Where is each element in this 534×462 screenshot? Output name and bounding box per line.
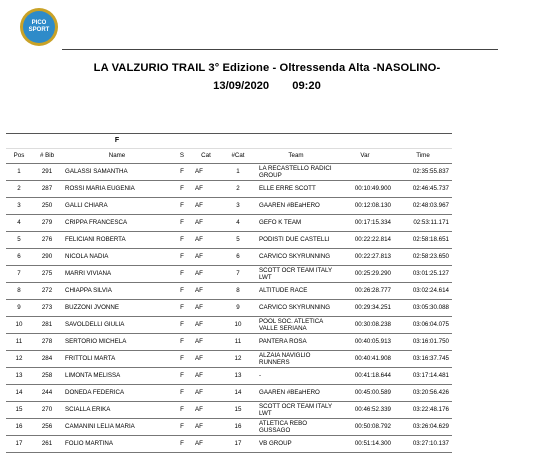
cell-var: 00:45:00.589	[336, 385, 394, 402]
cell-sex: F	[172, 351, 192, 368]
cell-time: 03:01:25.127	[394, 266, 452, 283]
header-divider	[62, 49, 498, 50]
cell-bib: 275	[32, 266, 62, 283]
cell-name: FELICIANI ROBERTA	[62, 232, 172, 249]
cell-bib: 278	[32, 334, 62, 351]
cell-pos: 1	[6, 164, 32, 181]
cell-var: 00:46:52.339	[336, 402, 394, 419]
logo-line-2: SPORT	[28, 27, 50, 33]
cell-cat: AF	[192, 334, 220, 351]
cell-cat-rank: 16	[220, 419, 256, 436]
cell-sex: F	[172, 181, 192, 198]
group-label: F	[62, 134, 172, 149]
cell-var: 00:40:05.913	[336, 334, 394, 351]
cell-name: LIMONTA MELISSA	[62, 368, 172, 385]
cell-var	[336, 164, 394, 181]
cell-cat: AF	[192, 402, 220, 419]
event-title: LA VALZURIO TRAIL 3° Edizione - Oltressenda Alta -NASOLINO-	[93, 62, 441, 74]
cell-bib: 261	[32, 436, 62, 453]
cell-var: 00:50:08.792	[336, 419, 394, 436]
cell-pos: 12	[6, 351, 32, 368]
cell-cat: AF	[192, 164, 220, 181]
cell-sex: F	[172, 266, 192, 283]
cell-name: CRIPPA FRANCESCA	[62, 215, 172, 232]
cell-cat: AF	[192, 283, 220, 300]
cell-var: 00:10:49.900	[336, 181, 394, 198]
table-row	[6, 164, 452, 181]
cell-team: VB GROUP	[256, 436, 336, 453]
cell-time: 03:16:37.745	[394, 351, 452, 368]
pico-sport-logo	[20, 8, 58, 46]
cell-cat-rank: 10	[220, 317, 256, 334]
cell-cat-rank: 12	[220, 351, 256, 368]
cell-cat-rank: 15	[220, 402, 256, 419]
table-row	[6, 317, 452, 334]
cell-cat-rank: 8	[220, 283, 256, 300]
cell-time: 02:58:18.651	[394, 232, 452, 249]
cell-cat: AF	[192, 351, 220, 368]
cell-cat: AF	[192, 181, 220, 198]
cell-pos: 10	[6, 317, 32, 334]
col-header-cat-rank: #Cat	[220, 149, 256, 164]
cell-time: 03:06:04.075	[394, 317, 452, 334]
cell-team: LA RECASTELLO RADICI GROUP	[256, 164, 336, 181]
cell-var: 00:12:08.130	[336, 198, 394, 215]
table-row	[6, 249, 452, 266]
cell-cat-rank: 7	[220, 266, 256, 283]
cell-team: SCOTT OCR TEAM ITALY LWT	[256, 266, 336, 283]
cell-var: 00:26:28.777	[336, 283, 394, 300]
cell-bib: 272	[32, 283, 62, 300]
results-table	[6, 133, 452, 453]
cell-bib: 287	[32, 181, 62, 198]
cell-cat: AF	[192, 300, 220, 317]
cell-cat-rank: 9	[220, 300, 256, 317]
cell-cat: AF	[192, 419, 220, 436]
cell-cat: AF	[192, 232, 220, 249]
cell-bib: 279	[32, 215, 62, 232]
cell-bib: 270	[32, 402, 62, 419]
cell-bib: 291	[32, 164, 62, 181]
cell-name: NICOLA NADIA	[62, 249, 172, 266]
cell-team: ELLE ERRE SCOTT	[256, 181, 336, 198]
cell-cat: AF	[192, 385, 220, 402]
cell-name: CAMANINI LELIA MARIA	[62, 419, 172, 436]
cell-sex: F	[172, 249, 192, 266]
cell-bib: 244	[32, 385, 62, 402]
col-header-var: Var	[336, 149, 394, 164]
cell-var: 00:29:34.251	[336, 300, 394, 317]
cell-var: 00:22:22.814	[336, 232, 394, 249]
table-row	[6, 368, 452, 385]
cell-time: 02:48:03.967	[394, 198, 452, 215]
column-header-row	[6, 149, 452, 164]
cell-name: MARRI VIVIANA	[62, 266, 172, 283]
cell-pos: 9	[6, 300, 32, 317]
cell-time: 03:27:10.137	[394, 436, 452, 453]
cell-cat: AF	[192, 266, 220, 283]
cell-time: 03:16:01.750	[394, 334, 452, 351]
table-row	[6, 300, 452, 317]
event-datetime	[0, 80, 534, 92]
cell-pos: 8	[6, 283, 32, 300]
cell-name: BUZZONI JVONNE	[62, 300, 172, 317]
cell-bib: 258	[32, 368, 62, 385]
cell-time: 03:26:04.629	[394, 419, 452, 436]
cell-team: PANTERA ROSA	[256, 334, 336, 351]
cell-cat: AF	[192, 317, 220, 334]
cell-name: DONEDA FEDERICA	[62, 385, 172, 402]
cell-sex: F	[172, 334, 192, 351]
cell-cat-rank: 5	[220, 232, 256, 249]
cell-time: 02:58:23.650	[394, 249, 452, 266]
cell-var: 00:17:15.334	[336, 215, 394, 232]
cell-bib: 276	[32, 232, 62, 249]
cell-sex: F	[172, 368, 192, 385]
col-header-cat: Cat	[192, 149, 220, 164]
cell-sex: F	[172, 419, 192, 436]
cell-time: 03:22:48.176	[394, 402, 452, 419]
table-row	[6, 283, 452, 300]
cell-name: GALASSI SAMANTHA	[62, 164, 172, 181]
cell-bib: 256	[32, 419, 62, 436]
cell-team: GEFO K TEAM	[256, 215, 336, 232]
table-row	[6, 215, 452, 232]
cell-name: GALLI CHIARA	[62, 198, 172, 215]
cell-team: ALTITUDE RACE	[256, 283, 336, 300]
cell-time: 03:20:56.426	[394, 385, 452, 402]
cell-cat-rank: 6	[220, 249, 256, 266]
group-header-row	[6, 134, 452, 149]
cell-name: FOLIO MARTINA	[62, 436, 172, 453]
cell-team: ALZAIA NAVIGLIO RUNNERS	[256, 351, 336, 368]
cell-cat-rank: 13	[220, 368, 256, 385]
cell-team: PODISTI DUE CASTELLI	[256, 232, 336, 249]
col-header-bib: # Bib	[32, 149, 62, 164]
cell-name: FRITTOLI MARTA	[62, 351, 172, 368]
cell-pos: 11	[6, 334, 32, 351]
col-header-time: Time	[394, 149, 452, 164]
cell-sex: F	[172, 164, 192, 181]
cell-team: CARVICO SKYRUNNING	[256, 300, 336, 317]
cell-var: 00:25:29.290	[336, 266, 394, 283]
logo-line-1: PICO	[31, 20, 47, 26]
event-time: 09:20	[292, 80, 321, 92]
cell-bib: 281	[32, 317, 62, 334]
logo-inner	[23, 11, 55, 43]
cell-sex: F	[172, 317, 192, 334]
cell-bib: 284	[32, 351, 62, 368]
cell-sex: F	[172, 385, 192, 402]
table-row	[6, 436, 452, 453]
cell-pos: 15	[6, 402, 32, 419]
col-header-name: Name	[62, 149, 172, 164]
cell-pos: 2	[6, 181, 32, 198]
cell-time: 02:53:11.171	[394, 215, 452, 232]
cell-var: 00:41:18.644	[336, 368, 394, 385]
cell-pos: 5	[6, 232, 32, 249]
cell-sex: F	[172, 436, 192, 453]
cell-cat-rank: 4	[220, 215, 256, 232]
col-header-pos: Pos	[6, 149, 32, 164]
cell-cat-rank: 1	[220, 164, 256, 181]
cell-sex: F	[172, 232, 192, 249]
cell-team: CARVICO SKYRUNNING	[256, 249, 336, 266]
cell-team: SCOTT OCR TEAM ITALY LWT	[256, 402, 336, 419]
table-row	[6, 334, 452, 351]
cell-cat: AF	[192, 368, 220, 385]
event-date: 13/09/2020	[213, 80, 270, 92]
cell-var: 00:40:41.908	[336, 351, 394, 368]
cell-pos: 7	[6, 266, 32, 283]
cell-team: GAAREN #BEaHERO	[256, 198, 336, 215]
cell-sex: F	[172, 402, 192, 419]
table-row	[6, 385, 452, 402]
table-row	[6, 181, 452, 198]
results-body	[6, 164, 452, 453]
table-row	[6, 232, 452, 249]
cell-name: CHIAPPA SILVIA	[62, 283, 172, 300]
cell-pos: 13	[6, 368, 32, 385]
cell-pos: 6	[6, 249, 32, 266]
cell-team: POOL SOC. ATLETICA VALLE SERIANA	[256, 317, 336, 334]
cell-var: 00:22:27.813	[336, 249, 394, 266]
table-row	[6, 266, 452, 283]
cell-cat-rank: 3	[220, 198, 256, 215]
cell-time: 03:05:30.088	[394, 300, 452, 317]
cell-sex: F	[172, 198, 192, 215]
cell-bib: 273	[32, 300, 62, 317]
cell-pos: 3	[6, 198, 32, 215]
table-row	[6, 351, 452, 368]
cell-pos: 4	[6, 215, 32, 232]
cell-time: 03:17:14.481	[394, 368, 452, 385]
cell-pos: 16	[6, 419, 32, 436]
cell-pos: 17	[6, 436, 32, 453]
cell-time: 02:35:55.837	[394, 164, 452, 181]
table-row	[6, 402, 452, 419]
cell-cat-rank: 17	[220, 436, 256, 453]
cell-bib: 290	[32, 249, 62, 266]
cell-name: SCIALLA ERIKA	[62, 402, 172, 419]
table-row	[6, 198, 452, 215]
cell-cat: AF	[192, 436, 220, 453]
cell-var: 00:51:14.300	[336, 436, 394, 453]
cell-cat-rank: 11	[220, 334, 256, 351]
cell-team: ATLETICA REBO GUSSAGO	[256, 419, 336, 436]
cell-pos: 14	[6, 385, 32, 402]
cell-bib: 250	[32, 198, 62, 215]
cell-sex: F	[172, 215, 192, 232]
cell-name: SAVOLDELLI GIULIA	[62, 317, 172, 334]
col-header-team: Team	[256, 149, 336, 164]
cell-team: -	[256, 368, 336, 385]
cell-cat: AF	[192, 215, 220, 232]
cell-var: 00:30:08.238	[336, 317, 394, 334]
cell-team: GAAREN #BEaHERO	[256, 385, 336, 402]
cell-cat-rank: 2	[220, 181, 256, 198]
table-row	[6, 419, 452, 436]
cell-cat-rank: 14	[220, 385, 256, 402]
cell-name: ROSSI MARIA EUGENIA	[62, 181, 172, 198]
cell-cat: AF	[192, 198, 220, 215]
cell-time: 02:46:45.737	[394, 181, 452, 198]
cell-sex: F	[172, 300, 192, 317]
cell-time: 03:02:24.614	[394, 283, 452, 300]
cell-name: SERTORIO MICHELA	[62, 334, 172, 351]
cell-cat: AF	[192, 249, 220, 266]
col-header-sex: S	[172, 149, 192, 164]
cell-sex: F	[172, 283, 192, 300]
